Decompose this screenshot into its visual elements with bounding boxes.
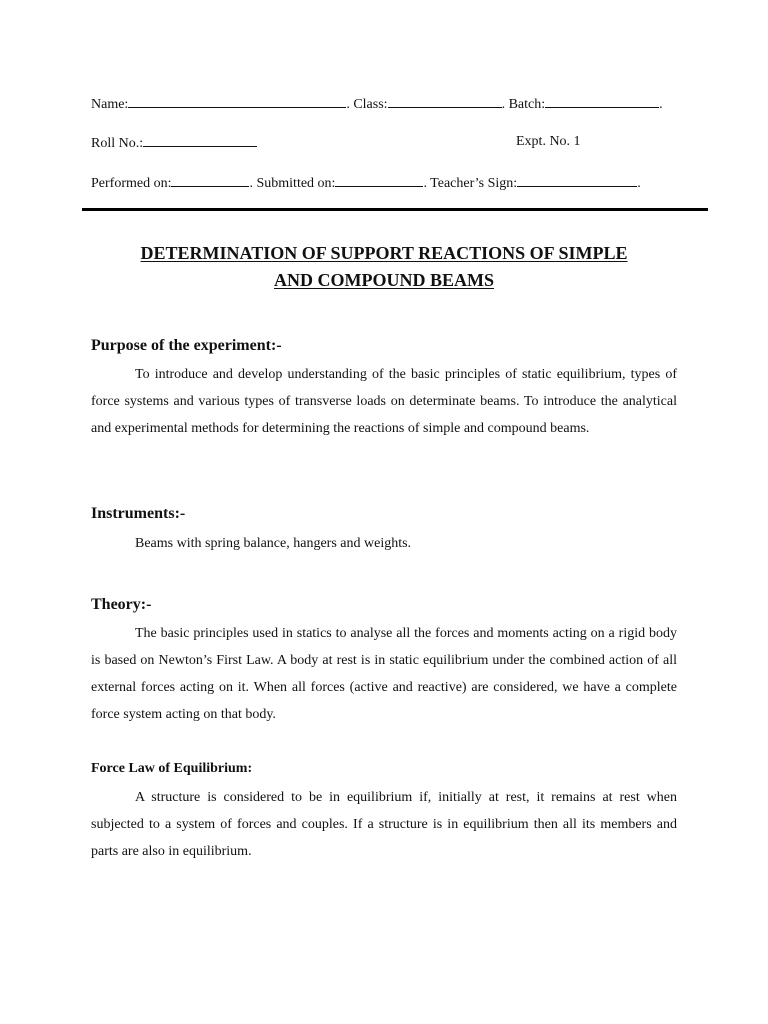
name-label: Name: xyxy=(91,97,129,112)
header-divider xyxy=(82,208,708,211)
submitted-label: . Submitted on: xyxy=(249,176,336,191)
roll-blank[interactable] xyxy=(143,133,257,147)
batch-blank[interactable] xyxy=(545,94,659,108)
teacher-label: . Teacher’s Sign: xyxy=(423,176,518,191)
performed-blank[interactable] xyxy=(171,173,249,187)
document-title xyxy=(60,240,708,294)
header-name-line xyxy=(91,94,663,114)
title-line-1: DETERMINATION OF SUPPORT REACTIONS OF SIMPLE xyxy=(140,243,628,263)
theory-text: The basic principles used in statics to analyse all the forces and moments acting on a rigid body is based on Newton’s First Law. A body at rest is in static equilibrium under the combined action of all external forces acting on it. When all forces (active and reactive) are considered, we have a complete force system acting on that body. xyxy=(91,626,677,722)
roll-label: Roll No.: xyxy=(91,136,144,151)
batch-end: . xyxy=(659,97,663,112)
submitted-blank[interactable] xyxy=(335,173,423,187)
batch-label: . Batch: xyxy=(501,97,546,112)
title-line-2: AND COMPOUND BEAMS xyxy=(274,270,494,290)
teacher-end: . xyxy=(637,176,641,191)
instruments-heading: Instruments:- xyxy=(91,505,186,522)
force-law-text: A structure is considered to be in equilibrium if, initially at rest, it remains at rest when subjected to a system of forces and couples. If a structure is in equilibrium then all its members and parts are also in equilibrium. xyxy=(91,790,677,859)
class-blank[interactable] xyxy=(388,94,502,108)
theory-heading: Theory:- xyxy=(91,596,152,613)
purpose-text: To introduce and develop understanding of the basic principles of static equilibrium, types of force systems and various types of transverse loads on determinate beams. To introduce the analytical and experimental methods for determining the reactions of simple and compound beams. xyxy=(91,367,677,436)
experiment-number: Expt. No. 1 xyxy=(516,134,581,149)
force-law-heading: Force Law of Equilibrium: xyxy=(91,761,253,776)
header-dates-line xyxy=(91,173,641,193)
instruments-text: Beams with spring balance, hangers and weights. xyxy=(135,536,412,551)
header-roll-line xyxy=(91,133,257,153)
performed-label: Performed on: xyxy=(91,176,172,191)
class-label: . Class: xyxy=(346,97,388,112)
teacher-sign-blank[interactable] xyxy=(517,173,637,187)
name-blank[interactable] xyxy=(128,94,346,108)
purpose-heading: Purpose of the experiment:- xyxy=(91,337,282,354)
